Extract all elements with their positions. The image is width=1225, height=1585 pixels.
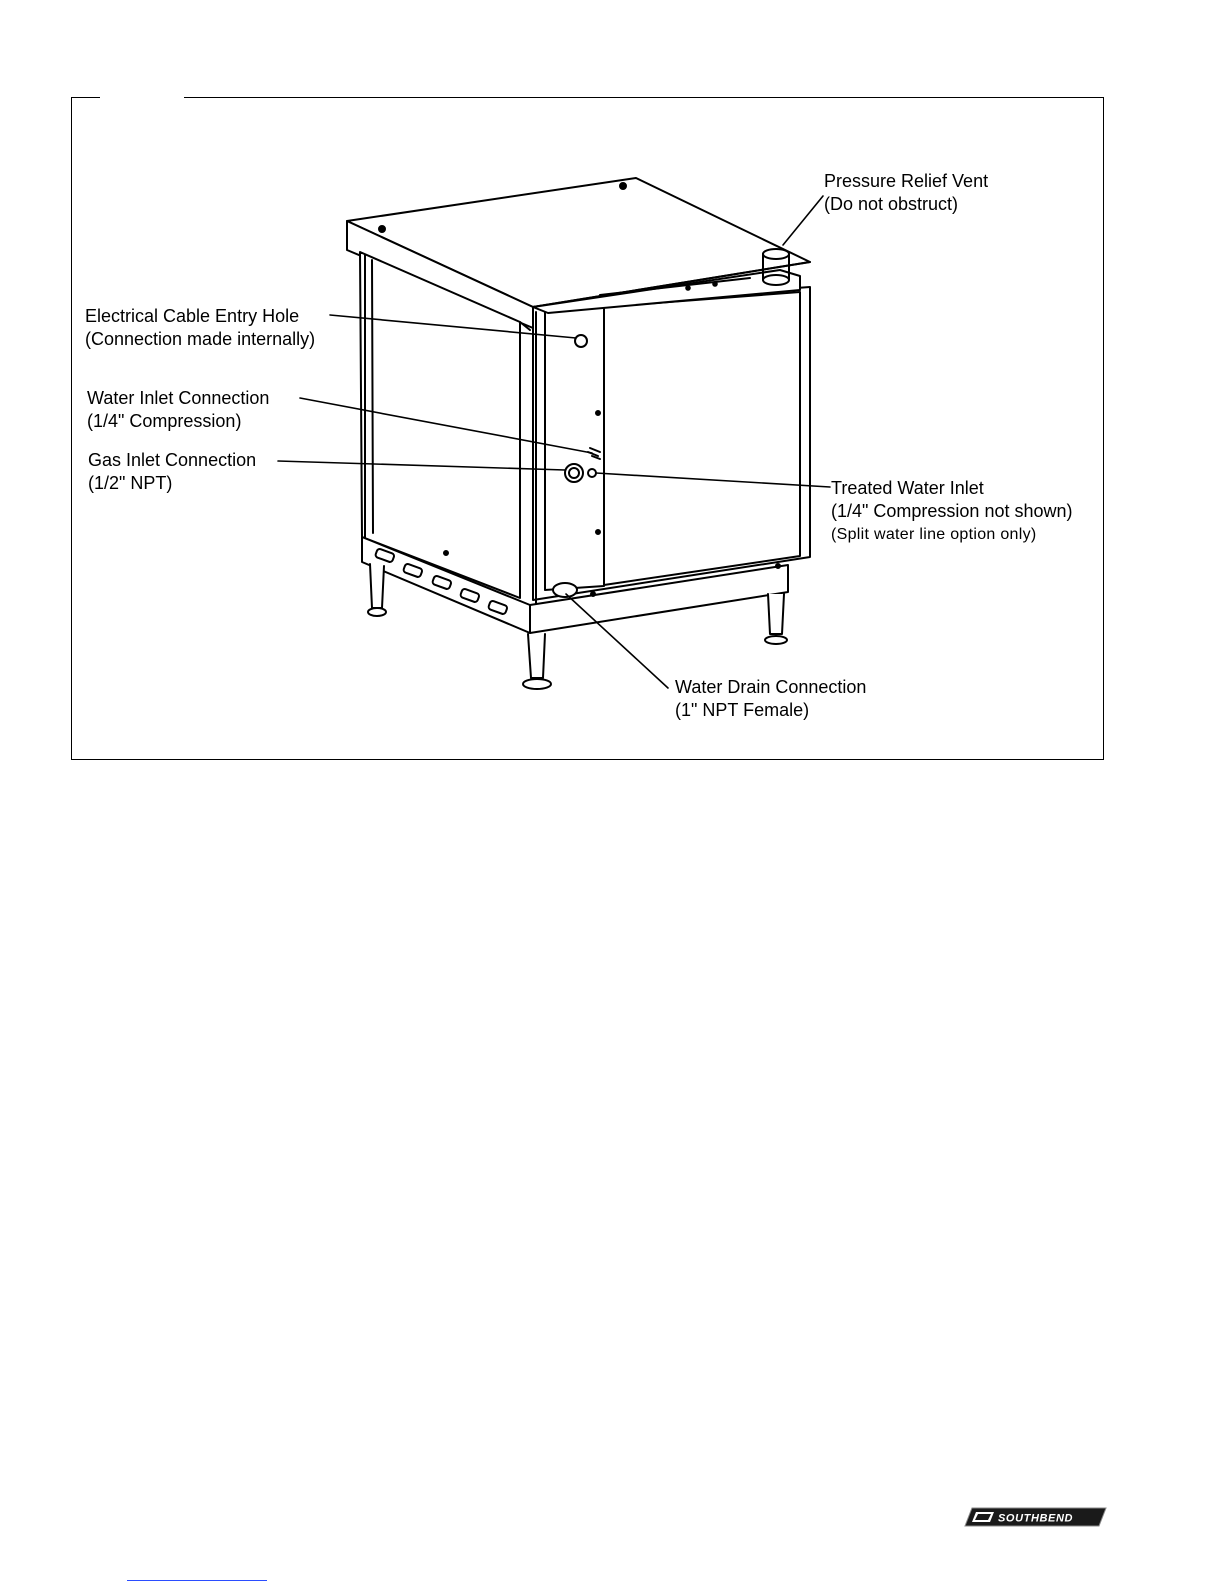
electrical-cable-note: (Connection made internally) — [85, 329, 316, 349]
logo-text: SOUTHBEND — [998, 1512, 1074, 1525]
electrical-cable-title: Electrical Cable Entry Hole — [85, 306, 300, 326]
gas-inlet-title: Gas Inlet Connection — [88, 450, 257, 470]
water-drain-note: (1" NPT Female) — [675, 700, 810, 720]
treated-water-callout — [831, 477, 1073, 546]
pressure-relief-vent-callout — [824, 170, 988, 216]
gas-inlet-note: (1/2" NPT) — [88, 473, 173, 493]
water-inlet-callout — [87, 387, 269, 433]
pressure-relief-title: Pressure Relief Vent — [824, 171, 989, 191]
footer-link-underline — [127, 1580, 267, 1581]
gas-inlet-callout — [88, 449, 256, 495]
treated-water-option: (Split water line option only) — [831, 526, 1037, 543]
water-drain-title: Water Drain Connection — [675, 677, 867, 697]
treated-water-title: Treated Water Inlet — [831, 478, 984, 498]
cabinet-front — [533, 287, 810, 604]
water-drain-callout — [675, 676, 866, 722]
southbend-logo — [964, 1507, 1107, 1527]
electrical-cable-callout — [85, 305, 315, 351]
water-inlet-note: (1/4" Compression) — [87, 411, 242, 431]
water-inlet-title: Water Inlet Connection — [87, 388, 270, 408]
treated-water-note: (1/4" Compression not shown) — [831, 501, 1073, 521]
pressure-relief-note: (Do not obstruct) — [824, 194, 959, 214]
